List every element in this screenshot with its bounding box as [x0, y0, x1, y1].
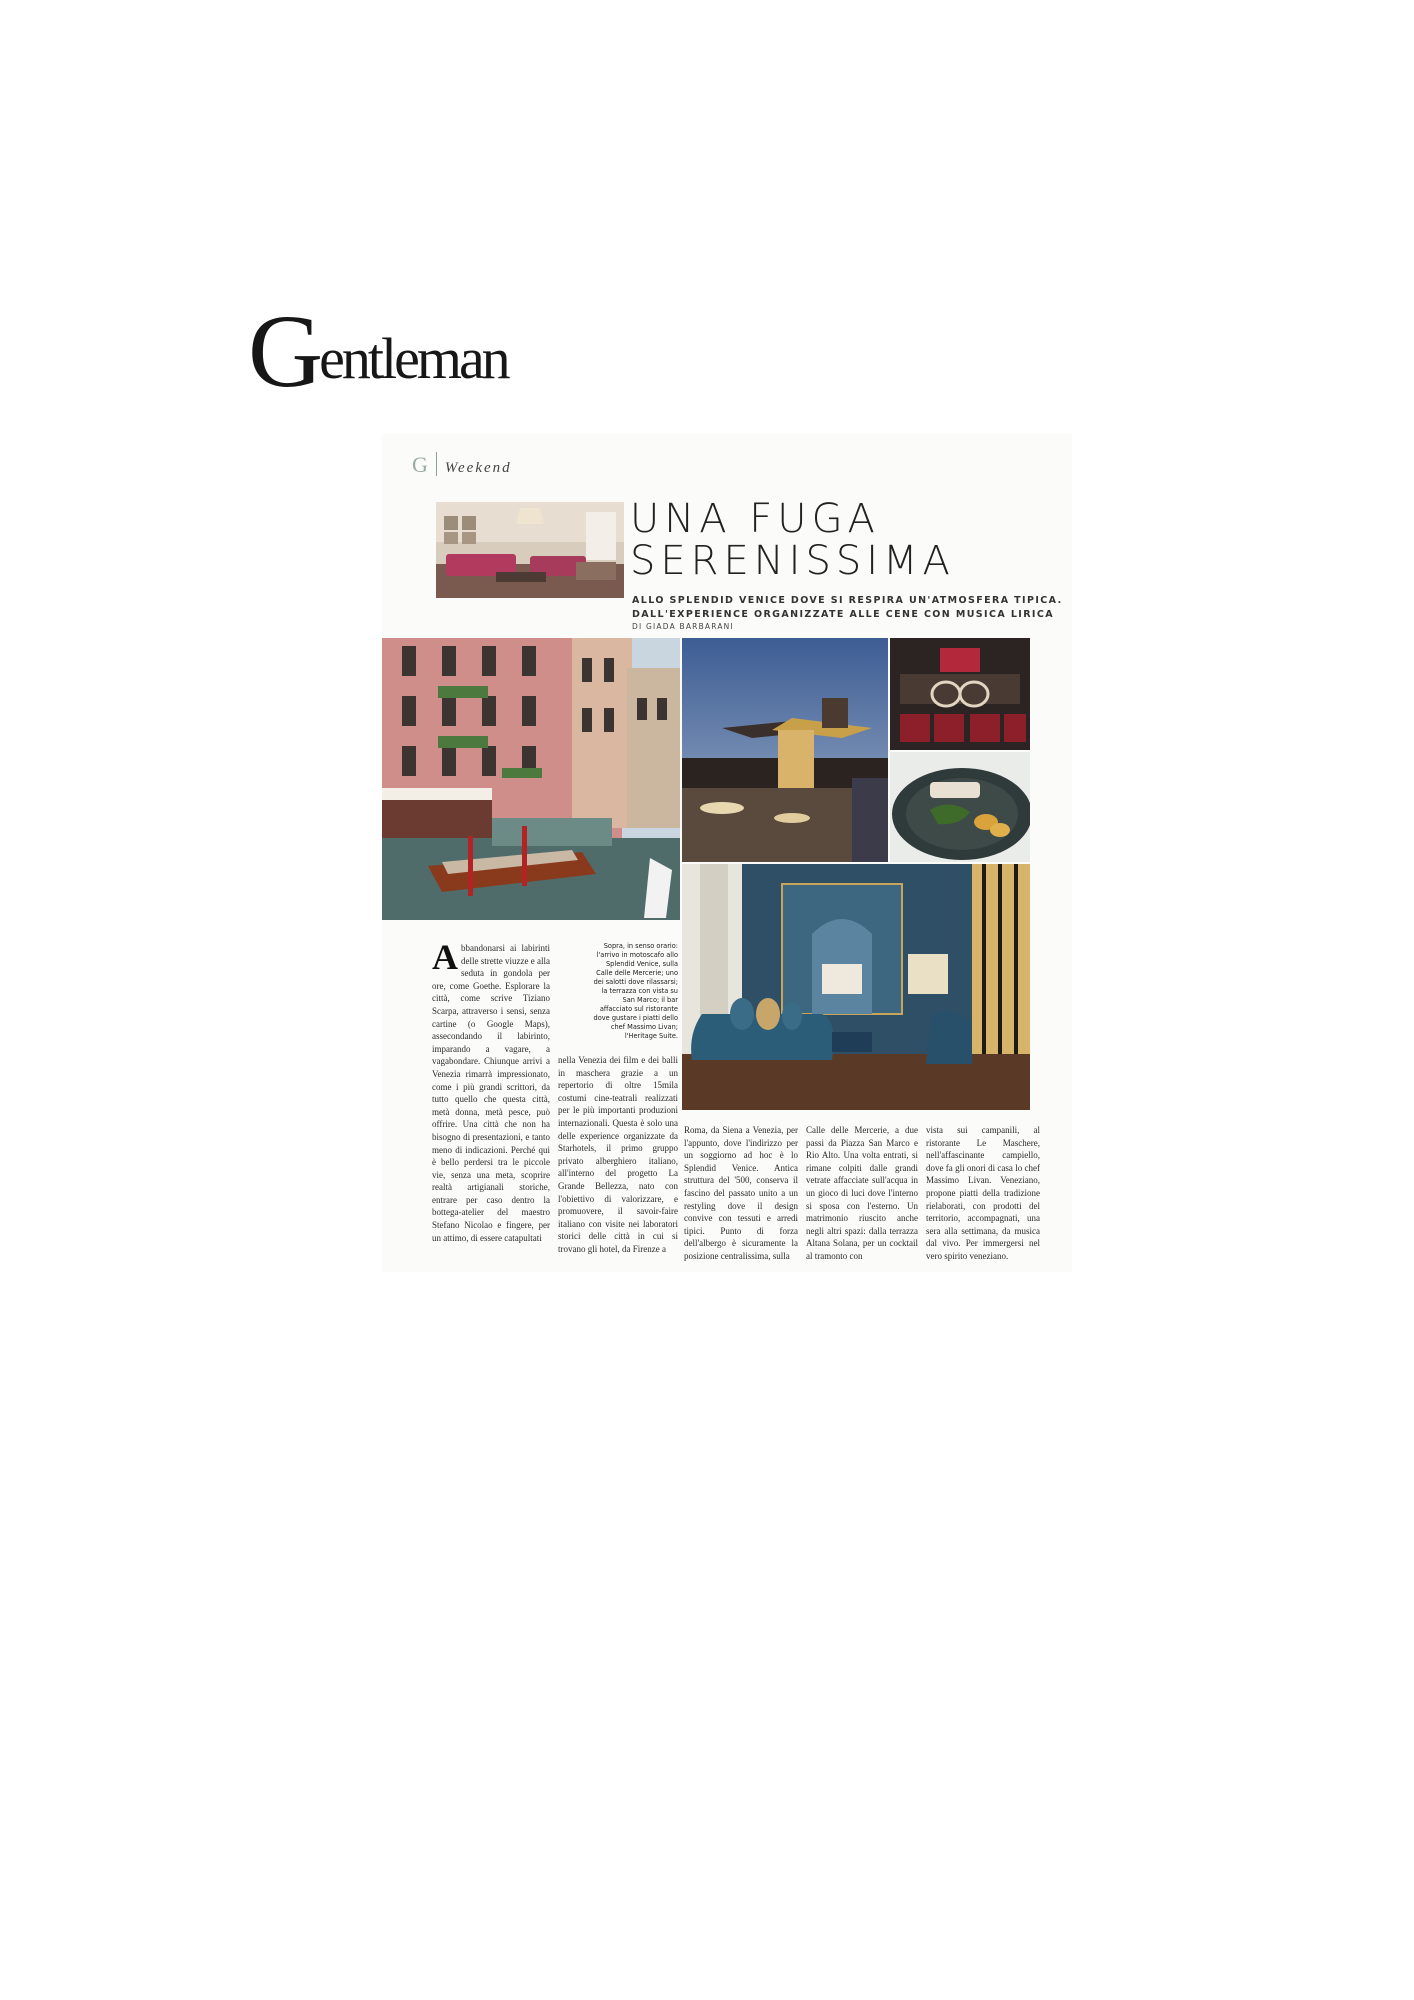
column-1-text: bbandonarsi ai labirinti delle strette viuzze e alla seduta in gondola per ore, come Goethe. Esplorare la città, come scrive Tiziano Scarpa, attraverso i sensi, senza cartine (o Google Maps), assecondando il labirinto, imparando a vagare, a vagabondare. Chiunque arrivi a Venezia rimarrà impressionato, come i più grandi scrittori, da tutto quello che questa città, metà donna, metà pesce, può offrire. Una città che non ha bisogno di presentazioni, e tanto meno di indicazioni. Perché qui è bello perdersi tra le piccole vie, senza una meta, scoprire realtà artigianali storiche, entrare per caso dentro la bottega-atelier del maestro Stefano Nicolao e fingere, per un attimo, di essere catapultati: [432, 943, 550, 1243]
gentleman-logo: [248, 294, 508, 409]
body-column-2: nella Venezia dei film e dei balli in maschera grazie a un repertorio di oltre 15mila costumi cine-teatrali realizzati per le più importanti produzioni internazionali. Questa è solo una delle experience organizzate da Starhotels, il primo gruppo privato alberghiero italiano, all'interno del progetto La Grande Bellezza, nato con l'obiettivo di valorizzare, e promuovere, il savoir-faire italiano con visite nei laboratori storici delle città in cui si trovano gli hotel, da Firenze a: [558, 1055, 678, 1254]
body-column-5: vista sui campanili, al ristorante Le Maschere, nell'affascinante campiello, dove fa gli onori di casa lo chef Massimo Livan. Veneziano, propone piatti della tradizione rielaborati, con prodotti del territorio, accompagnati, una sera alla settimana, da musica dal vivo. Per immergersi nel vero spirito veneziano.: [926, 1125, 1040, 1261]
logo-wordmark: entleman: [319, 326, 508, 391]
title-line-1: UNA FUGA: [630, 496, 880, 542]
logo-initial: G: [248, 294, 320, 409]
drop-cap: A: [432, 942, 458, 977]
lounge-photo: [436, 502, 624, 598]
canal-photo: [382, 638, 680, 920]
section-header: [412, 452, 512, 484]
section-divider: [436, 452, 437, 476]
title-line-2: SERENISSIMA: [630, 538, 955, 584]
article-title: [630, 498, 955, 582]
deck-line-1: ALLO SPLENDID VENICE DOVE SI RESPIRA UN'ATMOSFERA TIPICA.: [632, 595, 1063, 606]
section-label: Weekend: [444, 460, 512, 476]
byline: DI GIADA BARBARANI: [632, 622, 734, 631]
photo-caption: Sopra, in senso orario: l'arrivo in motoscafo allo Splendid Venice, sulla Calle delle Mercerie; uno dei salotti dove rilassarsi; la terrazza con vista su San Marco; il bar affacciato sul ristorante dove gustare i piatti dello chef Massimo Livan; l'Heritage Suite.: [593, 942, 678, 1040]
bar-photo: [890, 638, 1030, 750]
terrace-photo: [682, 638, 888, 862]
body-column-1: [432, 942, 550, 1272]
dish-photo: [890, 752, 1030, 862]
suite-photo: [682, 864, 1030, 1110]
article-deck: [632, 594, 1063, 622]
magazine-page: [382, 434, 1072, 1272]
section-mark: G: [412, 452, 428, 477]
body-column-4: Calle delle Mercerie, a due passi da Piazza San Marco e Rio Alto. Una volta entrati, si rimane colpiti dalle grandi vetrate affacciate sull'acqua in un gioco di luci dove l'interno si sposa con l'esterno. Un matrimonio riuscito anche negli altri spazi: dalla terrazza Altana Solana, per un cocktail al tramonto con: [806, 1125, 918, 1261]
body-column-3: Roma, da Siena a Venezia, per l'appunto, dove l'indirizzo per un soggiorno ad hoc è lo Splendid Venice. Antica struttura del '500, conserva il fascino del passato unito a un restyling dove il design convive con tessuti e arredi tipici. Punto di forza dell'albergo è sicuramente la posizione centralissima, sulla: [684, 1125, 798, 1261]
deck-line-2: DALL'EXPERIENCE ORGANIZZATE ALLE CENE CON MUSICA LIRICA: [632, 609, 1054, 620]
